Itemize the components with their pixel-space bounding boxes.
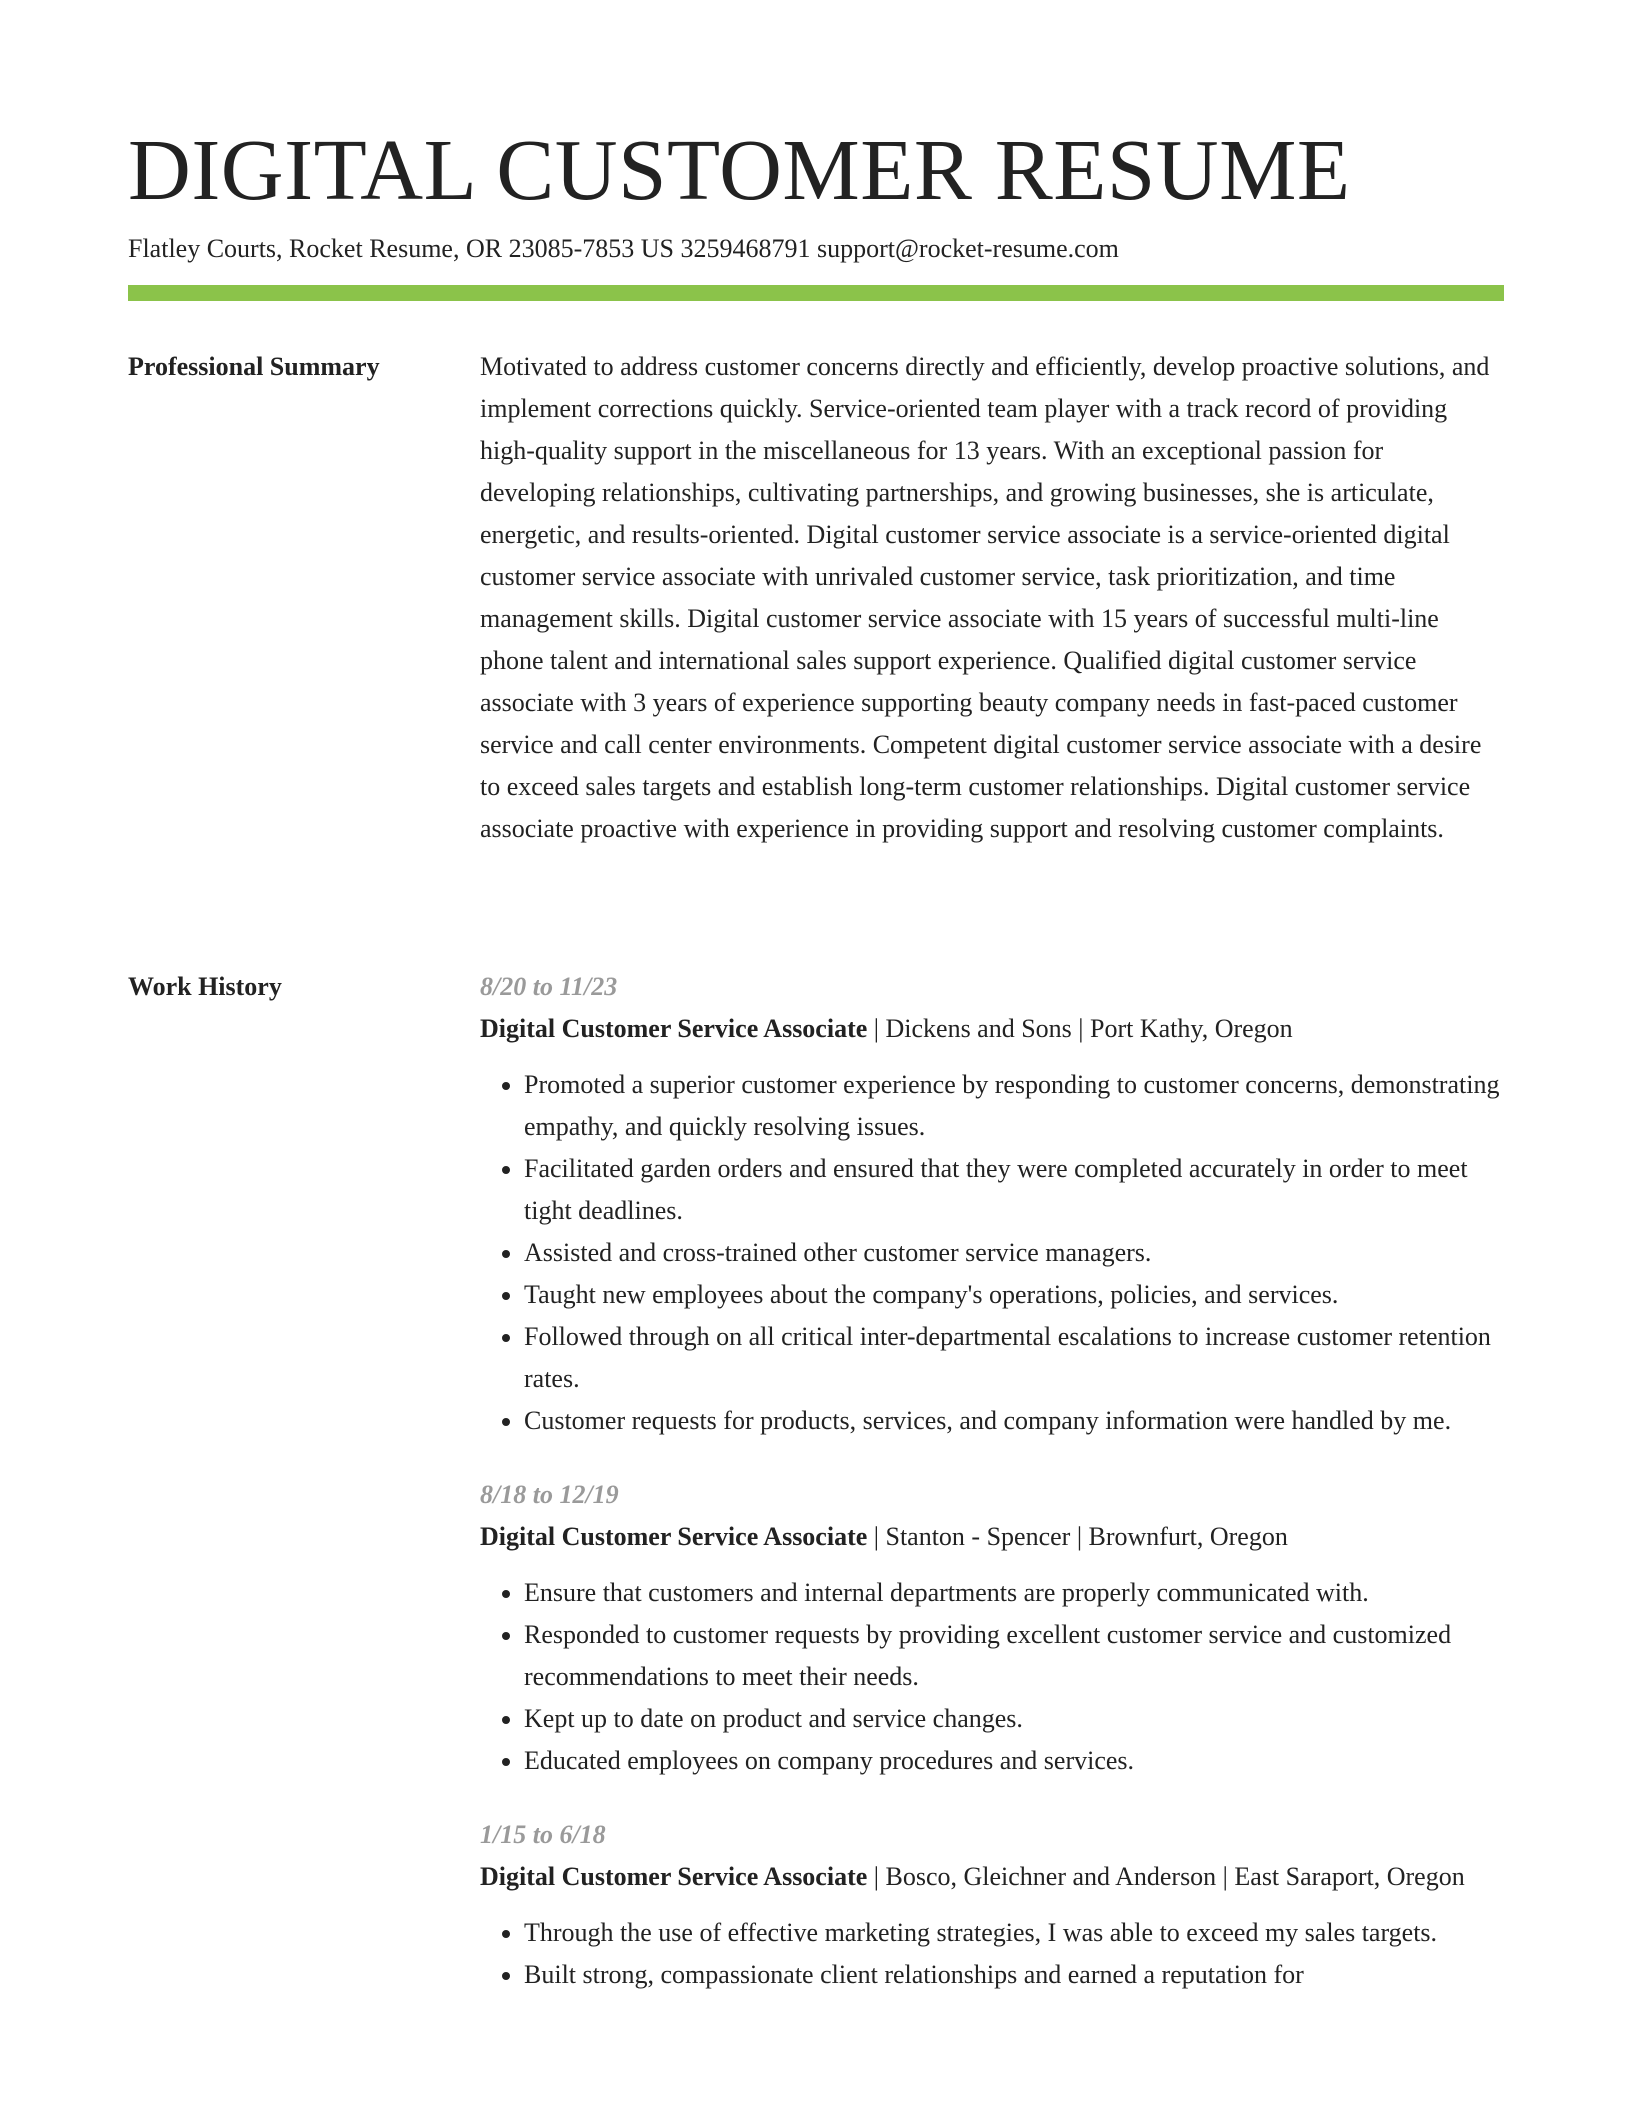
job-bullet: • Customer requests for products, services, and company information were handled by me. [524, 1400, 1504, 1442]
header-divider [128, 285, 1504, 301]
job-bullet: • Responded to customer requests by providing excellent customer service and customized recommendations to meet their needs. [524, 1614, 1504, 1698]
job-title: Digital Customer Service Associate [480, 1014, 868, 1043]
job-title: Digital Customer Service Associate [480, 1522, 868, 1551]
job-bullet: • Assisted and cross-trained other customer service managers. [524, 1232, 1504, 1274]
job-entry [480, 1814, 1504, 1996]
resume-title: DIGITAL CUSTOMER RESUME [128, 121, 1351, 218]
job-entry [480, 1474, 1504, 1782]
job-heading [480, 1856, 1504, 1898]
job-entry [480, 966, 1504, 1442]
job-heading [480, 1008, 1504, 1050]
job-title: Digital Customer Service Associate [480, 1862, 868, 1891]
job-bullet: • Followed through on all critical inter-departmental escalations to increase customer retention rates. [524, 1316, 1504, 1400]
job-bullet: • Built strong, compassionate client relationships and earned a reputation for [524, 1954, 1504, 1996]
work-history-body [480, 966, 1504, 2028]
section-heading-professional-summary: Professional Summary [128, 352, 380, 381]
summary-text: Motivated to address customer concerns directly and efficiently, develop proactive solutions, and implement corrections quickly. Service-oriented team player with a track record of providing high-quality support in the miscellaneous for 13 years. With an exceptional passion for developing relationships, cultivating partnerships, and growing businesses, she is articulate, energetic, and results-oriented. Digital customer service associate is a service-oriented digital customer service associate with unrivaled customer service, task prioritization, and time management skills. Digital customer service associate with 15 years of successful multi-line phone talent and international sales support experience. Qualified digital customer service associate with 3 years of experience supporting beauty company needs in fast-paced customer service and call center environments. Competent digital customer service associate with a desire to exceed sales targets and establish long-term customer relationships. Digital customer service associate proactive with experience in providing support and resolving customer complaints. [480, 352, 1490, 843]
job-bullet: • Promoted a superior customer experience by responding to customer concerns, demonstrating empathy, and quickly resolving issues. [524, 1064, 1504, 1148]
job-heading [480, 1516, 1504, 1558]
job-bullet: • Educated employees on company procedures and services. [524, 1740, 1504, 1782]
job-details: | Bosco, Gleichner and Anderson | East Saraport, Oregon [867, 1862, 1465, 1891]
job-bullet: • Facilitated garden orders and ensured that they were completed accurately in order to meet tight deadlines. [524, 1148, 1504, 1232]
section-heading-work-history: Work History [128, 972, 282, 1001]
contact-info: Flatley Courts, Rocket Resume, OR 23085-7853 US 3259468791 support@rocket-resume.com [128, 234, 1119, 263]
job-bullet: • Through the use of effective marketing strategies, I was able to exceed my sales targets. [524, 1912, 1504, 1954]
job-bullet: • Kept up to date on product and service changes. [524, 1698, 1504, 1740]
job-details: | Stanton - Spencer | Brownfurt, Oregon [867, 1522, 1288, 1551]
job-bullet-list [480, 1572, 1504, 1782]
job-dates: 8/18 to 12/19 [480, 1480, 619, 1509]
job-dates: 1/15 to 6/18 [480, 1820, 606, 1849]
job-bullet-list [480, 1064, 1504, 1442]
job-bullet: • Ensure that customers and internal departments are properly communicated with. [524, 1572, 1504, 1614]
job-dates: 8/20 to 11/23 [480, 972, 618, 1001]
job-details: | Dickens and Sons | Port Kathy, Oregon [867, 1014, 1293, 1043]
job-bullet: • Taught new employees about the company's operations, policies, and services. [524, 1274, 1504, 1316]
job-bullet-list [480, 1912, 1504, 1996]
summary-body [480, 346, 1504, 850]
